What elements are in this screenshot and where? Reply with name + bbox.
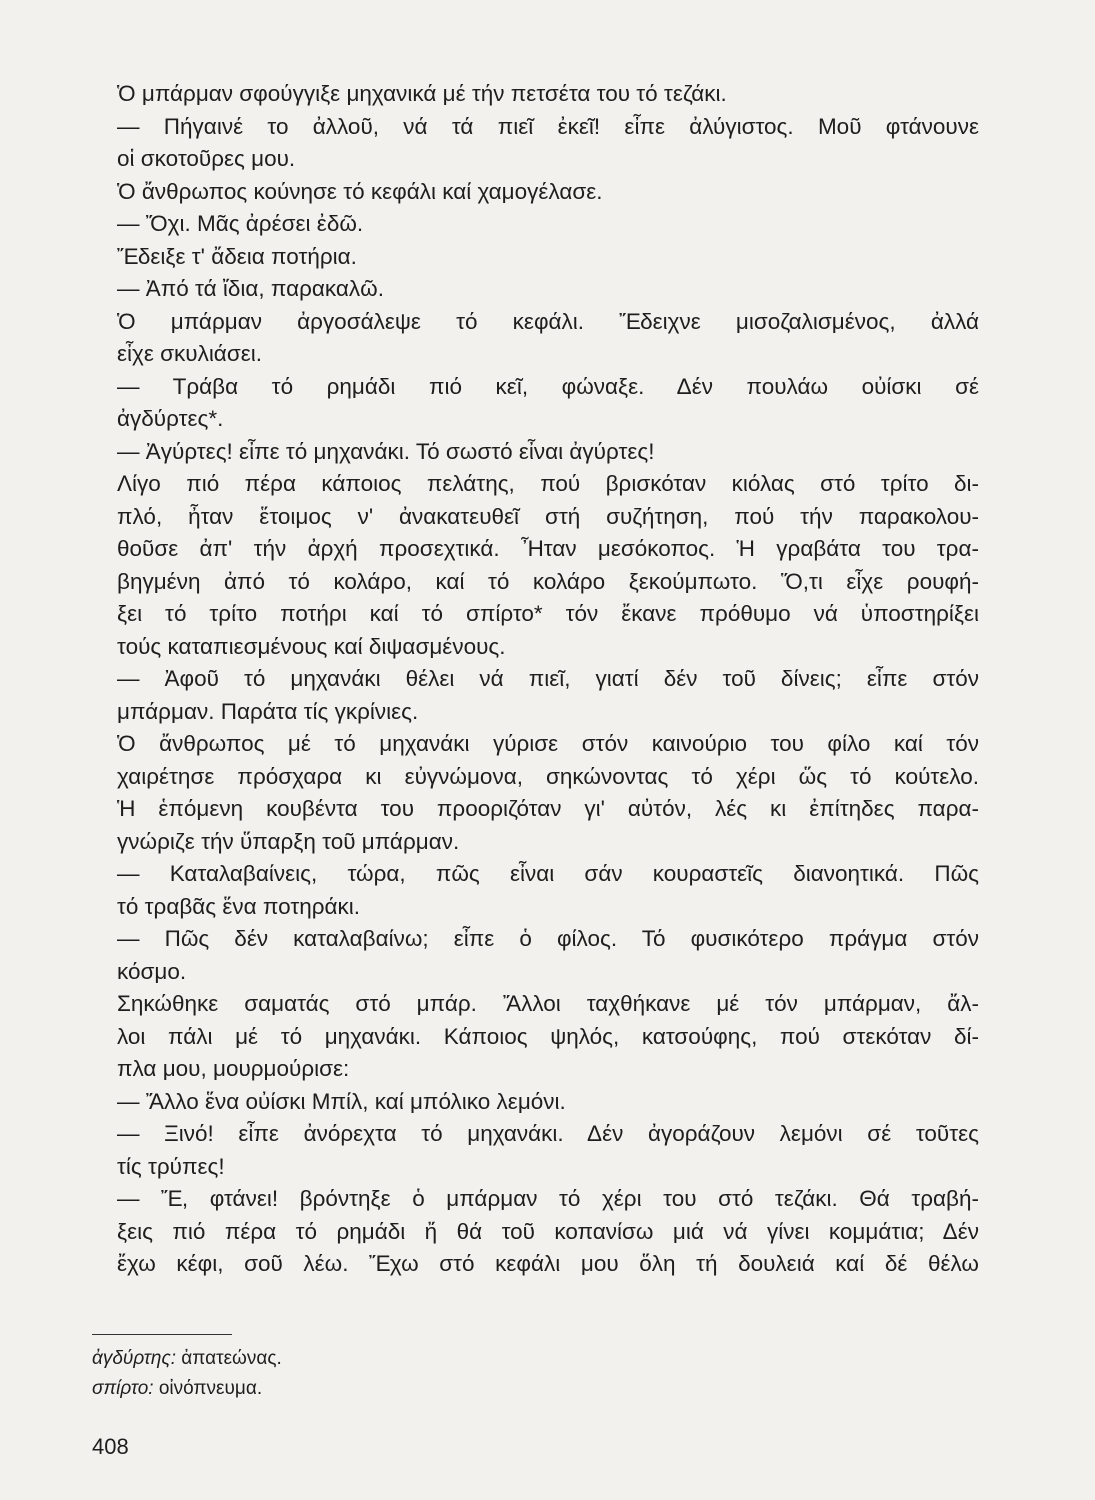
text-line: — Ἀπό τά ἴδια, παρακαλῶ. <box>117 276 384 301</box>
text-line: ξει τό τρίτο ποτήρι καί τό σπίρτο* τόν ἔκανε πρόθυμο νά ὑποστηρίξει <box>117 601 979 626</box>
text-line: Ὁ ἄνθρωπος κούνησε τό κεφάλι καί χαμογέλασε. <box>117 178 603 204</box>
text-line: Ὁ μπάρμαν ἀργοσάλεψε τό κεφάλι. Ἔδειχνε μισοζαλισμένος, ἀλλά <box>117 308 979 334</box>
text-line: πλό, ἦταν ἕτοιμος ν' ἀνακατευθεῖ στή συζήτηση, πού τήν παρακολου- <box>117 503 979 529</box>
text-line: μπάρμαν. Παράτα τίς γκρίνιες. <box>117 698 419 724</box>
text-line: Λίγο πιό πέρα κάποιος πελάτης, πού βρισκόταν κιόλας στό τρίτο δι- <box>117 471 979 496</box>
text-line: Ἡ ἑπόμενη κουβέντα του προοριζόταν γι' αὐτόν, λές κι ἐπίτηδες παρα- <box>117 796 979 821</box>
footnote-definition: οἰνόπνευμα. <box>158 1378 263 1399</box>
text-line: ξεις πιό πέρα τό ρημάδι ἤ θά τοῦ κοπανίσω μιά νά γίνει κομμάτια; Δέν <box>117 1218 979 1244</box>
text-line: τίς τρύπες! <box>117 1153 225 1179</box>
text-line: — Πήγαινέ το ἀλλοῦ, νά τά πιεῖ ἐκεῖ! εἶπε ἀλύγιστος. Μοῦ φτάνουνε <box>117 113 979 139</box>
footnotes <box>92 1344 492 1404</box>
text-line: πλα μου, μουρμούρισε: <box>117 1056 350 1081</box>
text-line: — Ἀγύρτες! εἶπε τό μηχανάκι. Τό σωστό εἶναι ἀγύρτες! <box>117 438 655 464</box>
text-line: τούς καταπιεσμένους καί διψασμένους. <box>117 633 506 659</box>
text-line: λοι πάλι μέ τό μηχανάκι. Κάποιος ψηλός, κατσούφης, πού στεκόταν δί- <box>117 1023 979 1049</box>
text-line: ἔχω κέφι, σοῦ λέω. Ἔχω στό κεφάλι μου ὅλη τή δουλειά καί δέ θέλω <box>117 1251 979 1276</box>
text-line: — Ἔ, φτάνει! βρόντηξε ὁ μπάρμαν τό χέρι του στό τεζάκι. Θά τραβή- <box>117 1186 979 1211</box>
text-line: — Ὄχι. Μᾶς ἀρέσει ἐδῶ. <box>117 211 364 236</box>
text-line: — Ξινό! εἶπε ἀνόρεχτα τό μηχανάκι. Δέν ἀγοράζουν λεμόνι σέ τοῦτες <box>117 1121 979 1146</box>
text-line: — Τράβα τό ρημάδι πιό κεῖ, φώναξε. Δέν πουλάω οὐίσκι σέ <box>117 373 979 399</box>
footnote-term: ἀγδύρτης: <box>92 1348 176 1369</box>
text-line: ἀγδύρτες*. <box>117 406 224 431</box>
text-line: οἱ σκοτοῦρες μου. <box>117 146 296 171</box>
text-line: — Πῶς δέν καταλαβαίνω; εἶπε ὁ φίλος. Τό φυσικότερο πράγμα στόν <box>117 926 979 951</box>
footnote-definition: ἀπατεώνας. <box>181 1348 282 1369</box>
text-line: Ὁ μπάρμαν σφούγγιξε μηχανικά μέ τήν πετσέτα του τό τεζάκι. <box>117 81 727 106</box>
text-line: Ἔδειξε τ' ἄδεια ποτήρια. <box>117 243 357 269</box>
footnote <box>92 1344 492 1374</box>
footnote-rule <box>92 1334 232 1335</box>
footnote-term: σπίρτο: <box>92 1378 154 1399</box>
text-line: κόσμο. <box>117 958 187 984</box>
page-body-text <box>117 78 979 1281</box>
page-number: 408 <box>92 1434 129 1459</box>
text-line: — Ἀφοῦ τό μηχανάκι θέλει νά πιεῖ, γιατί δέν τοῦ δίνεις; εἶπε στόν <box>117 666 979 691</box>
text-line: — Καταλαβαίνεις, τώρα, πῶς εἶναι σάν κουραστεῖς διανοητικά. Πῶς <box>117 861 979 886</box>
text-line: χαιρέτησε πρόσχαρα κι εὐγνώμονα, σηκώνοντας τό χέρι ὥς τό κούτελο. <box>117 763 979 789</box>
text-line: εἶχε σκυλιάσει. <box>117 341 262 366</box>
footnote <box>92 1374 492 1404</box>
text-line: — Ἄλλο ἕνα οὐίσκι Μπίλ, καί μπόλικο λεμόνι. <box>117 1088 566 1114</box>
text-line: θοῦσε ἀπ' τήν ἀρχή προσεχτικά. Ἦταν μεσόκοπος. Ἡ γραβάτα του τρα- <box>117 536 979 561</box>
text-line: γνώριζε τήν ὕπαρξη τοῦ μπάρμαν. <box>117 828 460 854</box>
text-line: Ὁ ἄνθρωπος μέ τό μηχανάκι γύρισε στόν καινούριο του φίλο καί τόν <box>117 731 979 756</box>
text-line: Σηκώθηκε σαματάς στό μπάρ. Ἄλλοι ταχθήκανε μέ τόν μπάρμαν, ἄλ- <box>117 991 979 1016</box>
text-line: βηγμένη ἀπό τό κολάρο, καί τό κολάρο ξεκούμπωτο. Ὅ,τι εἶχε ρουφή- <box>117 568 979 594</box>
text-line: τό τραβᾶς ἕνα ποτηράκι. <box>117 893 361 919</box>
